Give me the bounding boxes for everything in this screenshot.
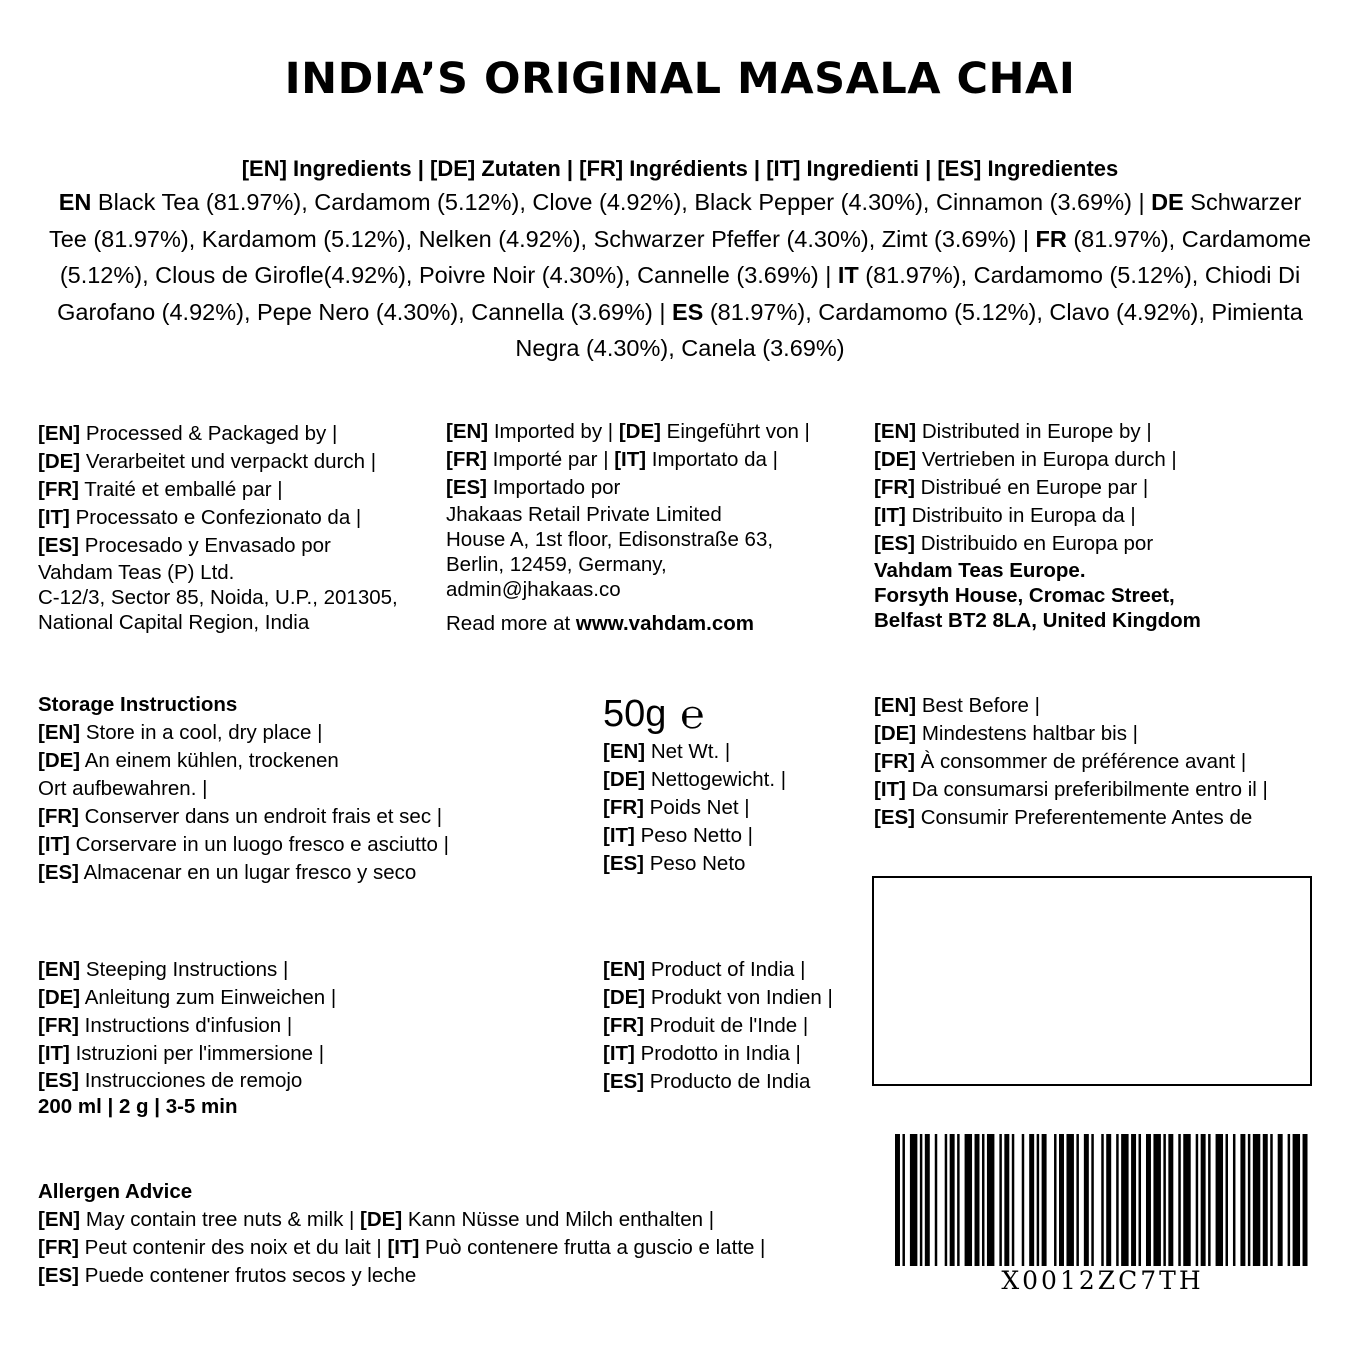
net-weight-line [603,766,786,794]
barcode-bar [975,1134,980,1266]
imported-line [446,446,810,474]
storage-line [38,803,449,831]
steeping-block [38,956,336,1120]
estimated-sign-icon: ℮ [680,692,705,738]
processed-line [38,504,398,532]
lang-tag: [DE] [38,450,81,473]
barcode-bar [1196,1134,1198,1266]
lang-tag: [IT] [38,1042,70,1065]
lang-tag: [EN] [874,420,917,443]
lang-tag: [FR] [603,796,644,819]
lang-tag: [ES] [874,806,915,829]
barcode-bar [982,1134,984,1266]
best-before-line [874,748,1268,776]
steeping-params: 200 ml | 2 g | 3-5 min [38,1095,238,1118]
ingredients-es-code: ES [671,298,704,325]
steeping-text: Instrucciones de remojo [79,1069,303,1092]
lang-tag: [FR] [874,750,915,773]
net-weight-block [603,738,786,878]
lang-tag: [DE] [874,722,917,745]
importer-address-1: House A, 1st floor, Edisonstraße 63, [446,528,774,551]
steeping-text: Steeping Instructions | [80,958,289,981]
net-weight-line [603,822,786,850]
best-before-block [874,692,1268,832]
lang-tag: [DE] [874,448,917,471]
barcode-bar [910,1134,917,1266]
barcode-bar [1201,1134,1206,1266]
processed-text: Processato e Confezionato da | [69,506,362,529]
imported-line [446,418,810,446]
lang-tag: [IT] [874,504,906,527]
barcode-bar [1208,1134,1210,1266]
barcode-bar [1059,1134,1064,1266]
net-weight-text: Peso Netto | [634,824,754,847]
lang-tag: [EN] [38,422,81,445]
ingredients-heading: [EN] Ingredients | [DE] Zutaten | [FR] Ingrédients | [IT] Ingredienti | [ES] Ingredientes [241,156,1119,181]
ingredients-es-text: (81.97%), Cardamomo (5.12%), Clavo (4.92%), Pimienta Negra (4.30%), Canela (3.69%) [515,298,1303,361]
lang-tag: [EN] [603,958,646,981]
processed-block [38,420,398,635]
imported-text: Importé par | [486,448,615,471]
lang-tag: [ES] [874,532,915,555]
barcode-bar [1037,1134,1039,1266]
steeping-line [38,1068,336,1094]
barcode-bar [1106,1134,1111,1266]
allergen-text: Può contenere frutta a guscio e latte | [419,1236,766,1259]
lang-tag: [FR] [38,805,79,828]
imported-block [446,418,810,638]
read-more-line [446,610,810,638]
imported-text: Imported by | [488,420,619,443]
best-before-line [874,692,1268,720]
origin-line [603,984,833,1012]
barcode-bar [1226,1134,1228,1266]
lang-tag: [FR] [603,1014,644,1037]
best-before-text: Mindestens haltbar bis | [916,722,1138,745]
barcode-bar [925,1134,930,1266]
imported-text: Eingeführt von | [660,420,810,443]
ingredients-it-code: IT [837,262,859,288]
barcode-bar [1146,1134,1151,1266]
website-link[interactable]: www.vahdam.com [575,612,754,635]
origin-line [603,1068,833,1096]
processor-company: Vahdam Teas (P) Ltd. [38,561,235,584]
steeping-text: Istruzioni per l'immersione | [69,1042,325,1065]
distributed-text: Distribuido en Europa por [915,532,1154,555]
lang-tag: [DE] [360,1208,403,1231]
lang-tag: [IT] [603,1042,635,1065]
best-before-line [874,804,1268,832]
net-weight-text: Peso Neto [644,852,746,875]
lang-tag: [FR] [38,1014,79,1037]
allergen-line [38,1206,765,1234]
net-weight-value: 50g [603,693,667,735]
origin-text: Product of India | [645,958,806,981]
net-weight-line [603,850,786,878]
distributor-address-2: Belfast BT2 8LA, United Kingdom [874,609,1201,632]
allergen-text: May contain tree nuts & milk | [80,1208,361,1231]
barcode-bar [987,1134,994,1266]
steeping-line [38,956,336,984]
lang-tag: [DE] [38,986,81,1009]
lang-tag: [FR] [38,478,79,501]
barcode-bar [1012,1134,1014,1266]
barcode-bar [945,1134,947,1266]
lang-tag: [IT] [603,824,635,847]
lang-tag: [EN] [38,958,81,981]
net-weight-text: Poids Net | [643,796,750,819]
ingredients-de-code: DE [1151,189,1184,215]
processed-text: Traité et emballé par | [78,478,283,501]
storage-line [38,719,449,747]
allergen-line [38,1262,765,1290]
barcode-bar [1042,1134,1047,1266]
allergen-text: Puede contener frutos secos y leche [79,1264,417,1287]
barcode-bar [1139,1134,1141,1266]
distributed-text: Distribué en Europe par | [914,476,1149,499]
storage-heading: Storage Instructions [38,693,238,716]
importer-address-2: Berlin, 12459, Germany, [446,553,667,576]
steeping-line [38,1040,336,1068]
barcode-bar [935,1134,937,1266]
storage-text: Ort aufbewahren. | [38,777,208,800]
ingredients-list [40,184,1320,367]
importer-company: Jhakaas Retail Private Limited [446,503,722,526]
importer-email: admin@jhakaas.co [446,578,621,601]
barcode-bar [957,1134,959,1266]
distributed-line [874,446,1201,474]
barcode-bar [1054,1134,1056,1266]
lang-tag: [DE] [38,749,81,772]
lang-tag: [DE] [618,420,661,443]
lang-tag: [EN] [874,694,917,717]
allergen-text: Kann Nüsse und Milch enthalten | [402,1208,715,1231]
origin-line [603,1012,833,1040]
barcode-bar [1168,1134,1173,1266]
lang-tag: [EN] [38,1208,81,1231]
steeping-text: Instructions d'infusion | [78,1014,293,1037]
ingredients-en-code: EN [58,189,92,215]
origin-text: Produit de l'Inde | [643,1014,809,1037]
best-before-text: À consommer de préférence avant | [914,750,1247,773]
barcode-bar [1121,1134,1128,1266]
origin-text: Producto de India [644,1070,811,1093]
lang-tag: [FR] [874,476,915,499]
lang-tag: [EN] [38,721,81,744]
lang-tag: [ES] [603,852,644,875]
barcode-bar [999,1134,1001,1266]
net-weight-line [603,794,786,822]
barcode-bar [902,1134,904,1266]
processed-line [38,476,398,504]
barcode-bar [1233,1134,1235,1266]
barcode-image [895,1134,1310,1266]
origin-line [603,1040,833,1068]
lang-tag: [IT] [614,448,647,471]
barcode-bar [1263,1134,1268,1266]
barcode-bar [1216,1134,1223,1266]
lang-tag: [IT] [874,778,906,801]
distributed-line [874,474,1201,502]
barcode-bar [895,1134,900,1266]
barcode-bar [950,1134,955,1266]
best-before-text: Consumir Preferentemente Antes de [915,806,1253,829]
lang-tag: [ES] [38,1264,79,1287]
processed-text: Procesado y Envasado por [79,534,331,557]
imported-text: Importato da | [646,448,778,471]
ingredients-fr-code: FR [1035,225,1067,252]
barcode-bar [1248,1134,1250,1266]
lang-tag: [ES] [38,1069,79,1092]
product-title: INDIA’S ORIGINAL MASALA CHAI [284,54,1076,104]
ingredients-it-text: (81.97%), Cardamomo (5.12%), Chiodi Di Garofano (4.92%), Pepe Nero (4.30%), Cannella (3.69%) | [57,262,1301,325]
barcode-bar [1116,1134,1118,1266]
processor-address-1: C-12/3, Sector 85, Noida, U.P., 201305, [38,586,398,609]
barcode-bar [1163,1134,1165,1266]
barcode-bar [1153,1134,1160,1266]
lang-tag: [ES] [446,476,487,499]
steeping-line [38,1012,336,1040]
ingredients-de-text: Schwarzer Tee (81.97%), Kardamom (5.12%), Nelken (4.92%), Schwarzer Pfeffer (4.30%), Zimt (3.69%) | [48,189,1302,252]
best-before-line [874,776,1268,804]
best-before-date-box [872,876,1312,1086]
storage-text: Conserver dans un endroit frais et sec | [78,805,443,828]
processed-text: Processed & Packaged by | [80,422,338,445]
storage-block [38,691,449,887]
barcode-bar [1303,1134,1308,1266]
allergen-block [38,1178,765,1290]
barcode-bar [1066,1134,1073,1266]
ingredients-fr-text: (81.97%), Cardamome (5.12%), Clous de Girofle(4.92%), Poivre Noir (4.30%), Cannelle (3.69%) | [59,225,1312,288]
imported-text: Importado por [487,476,621,499]
barcode-bar [920,1134,922,1266]
origin-text: Prodotto in India | [634,1042,801,1065]
lang-tag: [DE] [603,986,646,1009]
storage-text: Corservare in un luogo fresco e asciutto | [69,833,449,856]
best-before-text: Da consumarsi preferibilmente entro il | [905,778,1268,801]
barcode-bar [1131,1134,1136,1266]
distributed-line [874,418,1201,446]
processed-line [38,420,398,448]
storage-text: An einem kühlen, trockenen [80,749,339,772]
origin-line [603,956,833,984]
lang-tag: [IT] [38,506,70,529]
processor-address-2: National Capital Region, India [38,611,310,634]
lang-tag: [EN] [446,420,489,443]
barcode-bar [1183,1134,1190,1266]
allergen-line [38,1234,765,1262]
processed-line [38,532,398,560]
processed-text: Verarbeitet und verpackt durch | [80,450,377,473]
distributed-text: Vertrieben in Europa durch | [916,448,1177,471]
storage-line [38,747,449,775]
barcode-bar [965,1134,972,1266]
net-weight-text: Net Wt. | [645,740,731,763]
lang-tag: [IT] [38,833,70,856]
barcode-bar [1022,1134,1024,1266]
allergen-text: Peut contenir des noix et du lait | [78,1236,388,1259]
read-more-label: Read more at [446,612,576,635]
barcode-bar [1240,1134,1245,1266]
barcode-bar [1029,1134,1034,1266]
allergen-heading: Allergen Advice [38,1180,193,1203]
best-before-text: Best Before | [916,694,1040,717]
distributed-line [874,502,1201,530]
distributed-text: Distributed in Europe by | [916,420,1152,443]
storage-text: Almacenar en un lugar fresco y seco [79,861,417,884]
best-before-line [874,720,1268,748]
storage-line [38,831,449,859]
lang-tag: [ES] [38,861,79,884]
net-weight-text: Nettogewicht. | [645,768,787,791]
steeping-text: Anleitung zum Einweichen | [80,986,337,1009]
storage-text: Store in a cool, dry place | [80,721,323,744]
barcode-bar [1278,1134,1283,1266]
lang-tag: [FR] [446,448,487,471]
barcode-bar [1293,1134,1300,1266]
storage-line [38,859,449,887]
distributed-line [874,530,1201,558]
net-weight [603,692,704,737]
storage-line [38,775,449,803]
barcode-code: X0012ZC7TH [1001,1266,1204,1295]
distributor-address-1: Forsyth House, Cromac Street, [874,584,1175,607]
processed-line [38,448,398,476]
lang-tag: [DE] [603,768,646,791]
distributor-company: Vahdam Teas Europe. [874,559,1086,582]
barcode-bar [1084,1134,1089,1266]
steeping-line [38,984,336,1012]
barcode-bar [1253,1134,1260,1266]
barcode-bar [1004,1134,1009,1266]
barcode-bar [1101,1134,1103,1266]
origin-text: Produkt von Indien | [645,986,833,1009]
barcode-bar [1288,1134,1290,1266]
distributed-block [874,418,1201,633]
net-weight-line [603,738,786,766]
lang-tag: [IT] [387,1236,420,1259]
barcode-bar [1091,1134,1093,1266]
imported-line [446,474,810,502]
barcode-bar [1178,1134,1180,1266]
barcode-bar [1076,1134,1078,1266]
ingredients-en-text: Black Tea (81.97%), Cardamom (5.12%), Clove (4.92%), Black Pepper (4.30%), Cinnamon (3.69%) | [91,189,1152,215]
lang-tag: [ES] [38,534,79,557]
barcode-bar [1270,1134,1272,1266]
lang-tag: [ES] [603,1070,644,1093]
origin-block [603,956,833,1096]
lang-tag: [FR] [38,1236,79,1259]
distributed-text: Distribuito in Europa da | [905,504,1136,527]
lang-tag: [EN] [603,740,646,763]
